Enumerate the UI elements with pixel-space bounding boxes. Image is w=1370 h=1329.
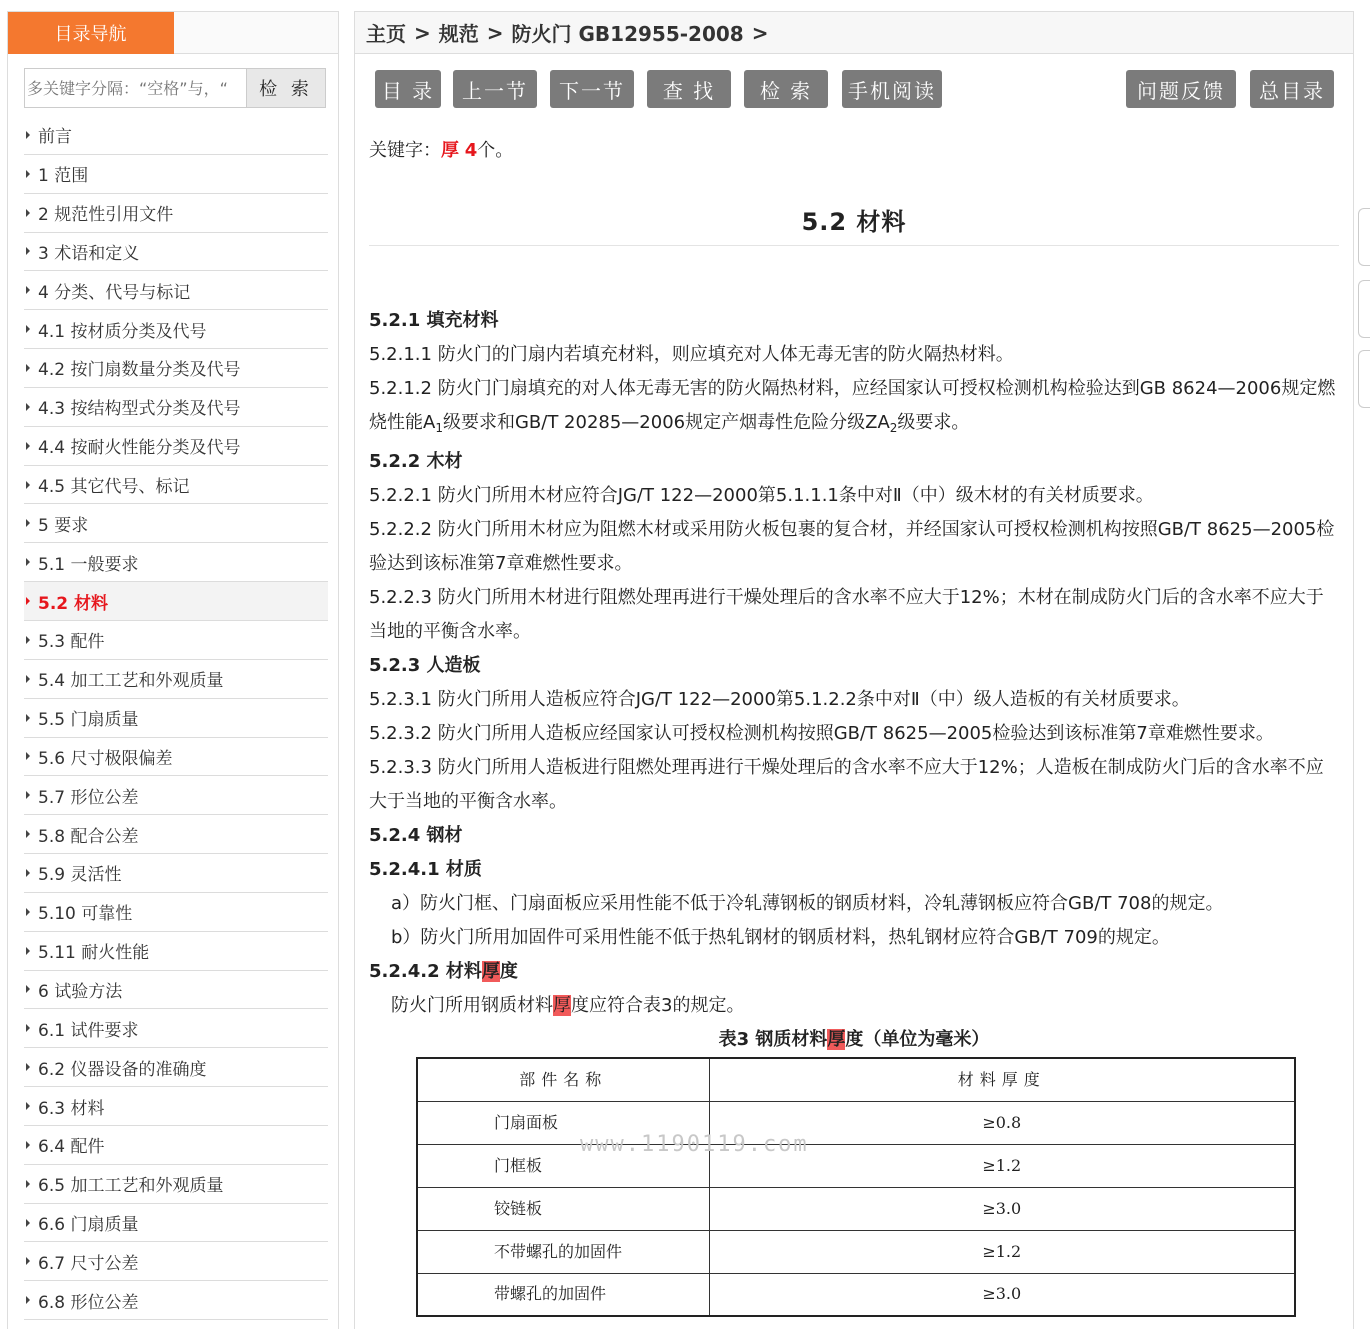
- sidebar-item-label: 6.8 形位公差: [38, 1292, 139, 1313]
- sidebar-item-label: 6.6 门扇质量: [38, 1215, 139, 1236]
- para-text: 5.2.1.2 防火门门扇填充的对人体无毒无害的防火隔热材料，应经国家认可授权检测机构检验达到GB 8624—2006规定燃烧性能A: [369, 378, 1336, 433]
- toc-button[interactable]: 目 录: [375, 70, 441, 108]
- caret-right-icon: [26, 675, 30, 683]
- caret-right-icon: [26, 636, 30, 644]
- master-toc-button[interactable]: 总目录: [1250, 70, 1334, 108]
- search-input[interactable]: [24, 68, 246, 108]
- table-title: [369, 1023, 1339, 1057]
- para-5-2-4-2: [369, 989, 1339, 1023]
- caret-right-icon: [26, 830, 30, 838]
- sidebar-item-label: 5.3 配件: [38, 632, 105, 653]
- mobile-read-button[interactable]: 手机阅读: [842, 70, 942, 108]
- para-5-2-3-1: 5.2.3.1 防火门所用人造板应符合JG/T 122—2000第5.1.2.2条中对Ⅱ（中）级人造板的有关材质要求。: [369, 689, 1190, 710]
- sidebar-item[interactable]: [24, 310, 328, 349]
- thickness-cell: ≥1.2: [709, 1144, 1295, 1187]
- sidebar-item[interactable]: [24, 582, 328, 621]
- sidebar-header: [8, 12, 338, 54]
- sidebar-item-label: 4.3 按结构型式分类及代号: [38, 399, 241, 420]
- sidebar-item[interactable]: [24, 815, 328, 854]
- thickness-cell: ≥3.0: [709, 1273, 1295, 1316]
- search-button[interactable]: 检 索: [246, 68, 326, 108]
- subscript: 2: [889, 421, 898, 435]
- sidebar: [7, 11, 339, 1329]
- sidebar-item[interactable]: [24, 1126, 328, 1165]
- sidebar-item-label: 5 要求: [38, 515, 89, 536]
- table-header-row: [417, 1058, 1295, 1101]
- sidebar-item-label: 5.9 灵活性: [38, 865, 122, 886]
- find-button[interactable]: 查 找: [647, 70, 731, 108]
- sidebar-item-label: 4.5 其它代号、标记: [38, 477, 190, 498]
- sidebar-item-label: 5.5 门扇质量: [38, 710, 139, 731]
- sidebar-item[interactable]: [24, 349, 328, 388]
- keyword-word: 厚: [441, 140, 459, 161]
- sidebar-item-label: 5.11 耐火性能: [38, 943, 150, 964]
- sidebar-item-label: 5.4 加工工艺和外观质量: [38, 671, 224, 692]
- caret-right-icon: [26, 791, 30, 799]
- sidebar-item-label: 5.6 尺寸极限偏差: [38, 748, 173, 769]
- keyword-highlight: 厚: [827, 1029, 846, 1050]
- sidebar-item-label: 4.1 按材质分类及代号: [38, 321, 207, 342]
- toolbar: [375, 70, 1339, 110]
- caret-right-icon: [26, 209, 30, 217]
- tab-directory-nav[interactable]: 目录导航: [7, 11, 174, 54]
- caret-right-icon: [26, 947, 30, 955]
- floating-side-tab[interactable]: [1358, 280, 1370, 338]
- sidebar-item[interactable]: [24, 233, 328, 272]
- floating-side-tab[interactable]: [1358, 208, 1370, 266]
- part-name-cell: 不带螺孔的加固件: [417, 1230, 709, 1273]
- subscript: 1: [435, 421, 443, 435]
- para-text: 防火门所用钢质材料: [391, 995, 553, 1016]
- sidebar-item-label: 6.5 加工工艺和外观质量: [38, 1176, 224, 1197]
- steel-thickness-table: [416, 1057, 1296, 1317]
- sidebar-item[interactable]: [24, 738, 328, 777]
- table-header-cell: 部件名称: [417, 1058, 709, 1101]
- caret-right-icon: [26, 869, 30, 877]
- sidebar-item-label: 1 范围: [38, 166, 89, 187]
- keyword-highlight: 厚: [553, 995, 571, 1016]
- table-row: [417, 1187, 1295, 1230]
- keyword-highlight: 厚: [481, 961, 500, 982]
- sidebar-item-label: 6.7 尺寸公差: [38, 1253, 139, 1274]
- feedback-button[interactable]: 问题反馈: [1126, 70, 1236, 108]
- sidebar-item[interactable]: [24, 660, 328, 699]
- keyword-count: 4: [464, 140, 478, 161]
- caret-right-icon: [26, 325, 30, 333]
- para-5-2-3-2: 5.2.3.2 防火门所用人造板应经国家认可授权检测机构按照GB/T 8625—2005检验达到该标准第7章难燃性要求。: [369, 723, 1274, 744]
- thickness-cell: ≥1.2: [709, 1230, 1295, 1273]
- keyword-summary: [369, 136, 513, 162]
- para-5-2-4-1-a: a）防火门框、门扇面板应采用性能不低于冷轧薄钢板的钢质材料，冷轧薄钢板应符合GB/T 708的规定。: [391, 893, 1224, 914]
- sidebar-item[interactable]: [24, 427, 328, 466]
- table-row: [417, 1101, 1295, 1144]
- caret-right-icon: [26, 985, 30, 993]
- sidebar-item[interactable]: [24, 1087, 328, 1126]
- heading-5-2-1: 5.2.1 填充材料: [369, 310, 499, 331]
- sidebar-item[interactable]: [24, 155, 328, 194]
- table-row: [417, 1144, 1295, 1187]
- sidebar-item-label: 4 分类、代号与标记: [38, 282, 191, 303]
- caret-right-icon: [26, 403, 30, 411]
- para-text: 级要求。: [897, 412, 970, 433]
- caret-right-icon: [26, 481, 30, 489]
- search-button-top[interactable]: 检 索: [744, 70, 828, 108]
- search-bar: [24, 68, 328, 108]
- sidebar-item[interactable]: [24, 504, 328, 543]
- sidebar-item-label: 5.1 一般要求: [38, 554, 139, 575]
- para-5-2-2-2: 5.2.2.2 防火门所用木材应为阻燃木材或采用防火板包裹的复合材，并经国家认可授权检测机构按照GB/T 8625—2005检验达到该标准第7章难燃性要求。: [369, 519, 1335, 574]
- sidebar-item-label: 5.10 可靠性: [38, 904, 133, 925]
- sidebar-item[interactable]: [24, 194, 328, 233]
- sidebar-item[interactable]: [24, 621, 328, 660]
- main-panel: [354, 11, 1354, 1329]
- para-text: 级要求和GB/T 20285—2006规定产烟毒性危险分级ZA: [442, 412, 890, 433]
- para-5-2-1-2: [369, 372, 1339, 445]
- breadcrumb-home[interactable]: 主页: [366, 22, 406, 46]
- para-5-2-2-1: 5.2.2.1 防火门所用木材应符合JG/T 122—2000第5.1.1.1条中对Ⅱ（中）级木材的有关材质要求。: [369, 485, 1154, 506]
- watermark: www.1190119.com: [580, 1132, 809, 1157]
- sidebar-item[interactable]: [24, 1281, 328, 1320]
- sidebar-item[interactable]: [24, 116, 328, 155]
- caret-right-icon: [26, 1102, 30, 1110]
- sidebar-item-label: 5.2 材料: [38, 593, 109, 614]
- heading-5-2-4: 5.2.4 钢材: [369, 825, 463, 846]
- para-5-2-2-3: 5.2.2.3 防火门所用木材进行阻燃处理再进行干燥处理后的含水率不应大于12%；木材在制成防火门后的含水率不应大于当地的平衡含水率。: [369, 587, 1324, 642]
- sidebar-item[interactable]: [24, 271, 328, 310]
- sidebar-item-label: 前言: [38, 127, 72, 148]
- sidebar-item-label: 6.3 材料: [38, 1098, 105, 1119]
- section-title: 5.2 材料: [369, 202, 1339, 246]
- section-content: [369, 304, 1339, 1317]
- caret-right-icon: [26, 1296, 30, 1304]
- sidebar-item[interactable]: [24, 971, 328, 1010]
- sidebar-item-label: 4.2 按门扇数量分类及代号: [38, 360, 241, 381]
- sidebar-item-label: 4.4 按耐火性能分类及代号: [38, 438, 241, 459]
- sidebar-item[interactable]: [24, 1242, 328, 1281]
- caret-right-icon: [26, 558, 30, 566]
- caret-right-icon: [26, 131, 30, 139]
- heading-5-2-4-2: [369, 955, 1339, 989]
- caret-right-icon: [26, 1141, 30, 1149]
- breadcrumb-separator: >: [414, 20, 431, 45]
- sidebar-item[interactable]: [24, 466, 328, 505]
- caret-right-icon: [26, 714, 30, 722]
- sidebar-item-label: 6.1 试件要求: [38, 1020, 139, 1041]
- sidebar-item[interactable]: [24, 893, 328, 932]
- caret-right-icon: [26, 752, 30, 760]
- caret-right-icon: [26, 247, 30, 255]
- sidebar-item[interactable]: [24, 543, 328, 582]
- prev-section-button[interactable]: 上一节: [453, 70, 537, 108]
- keyword-label: 关键字：: [369, 140, 441, 161]
- part-name-cell: 带螺孔的加固件: [417, 1273, 709, 1316]
- sidebar-item[interactable]: [24, 1009, 328, 1048]
- heading-text: 5.2.4.2 材料: [369, 961, 482, 982]
- thickness-cell: ≥3.0: [709, 1187, 1295, 1230]
- heading-5-2-2: 5.2.2 木材: [369, 451, 463, 472]
- breadcrumb-doc[interactable]: 防火门 GB12955-2008: [511, 22, 744, 46]
- breadcrumb: [355, 12, 1353, 54]
- para-5-2-1-1: 5.2.1.1 防火门的门扇内若填充材料，则应填充对人体无毒无害的防火隔热材料。: [369, 344, 1014, 365]
- caret-right-icon: [26, 364, 30, 372]
- caret-right-icon: [26, 442, 30, 450]
- para-5-2-3-3: 5.2.3.3 防火门所用人造板进行阻燃处理再进行干燥处理后的含水率不应大于12%；人造板在制成防火门后的含水率不应大于当地的平衡含水率。: [369, 757, 1324, 812]
- sidebar-item[interactable]: [24, 388, 328, 427]
- table-title-text: 表3 钢质材料: [718, 1029, 828, 1050]
- sidebar-item-label: 3 术语和定义: [38, 243, 140, 264]
- caret-right-icon: [26, 286, 30, 294]
- sidebar-item-label: 6.2 仪器设备的准确度: [38, 1059, 207, 1080]
- breadcrumb-spec[interactable]: 规范: [438, 22, 479, 46]
- heading-5-2-3: 5.2.3 人造板: [369, 655, 481, 676]
- sidebar-item[interactable]: [24, 1165, 328, 1204]
- sidebar-item-label: 5.8 配合公差: [38, 826, 139, 847]
- caret-right-icon: [26, 1219, 30, 1227]
- part-name-cell: 铰链板: [417, 1187, 709, 1230]
- table-row: [417, 1230, 1295, 1273]
- caret-right-icon: [26, 170, 30, 178]
- next-section-button[interactable]: 下一节: [550, 70, 634, 108]
- sidebar-item-label: 6.4 配件: [38, 1137, 105, 1158]
- caret-right-icon: [26, 1024, 30, 1032]
- sidebar-item[interactable]: [24, 776, 328, 815]
- caret-right-icon: [26, 1180, 30, 1188]
- sidebar-item[interactable]: [24, 1048, 328, 1087]
- breadcrumb-separator: >: [751, 20, 769, 45]
- floating-side-tab[interactable]: [1358, 350, 1370, 408]
- part-name-cell: 门框板: [417, 1144, 709, 1187]
- table-header-cell: 材料厚度: [709, 1058, 1295, 1101]
- para-5-2-4-1-b: b）防火门所用加固件可采用性能不低于热轧钢材的钢质材料，热轧钢材应符合GB/T 709的规定。: [391, 927, 1170, 948]
- sidebar-item[interactable]: [24, 854, 328, 893]
- toc-list: [24, 116, 328, 1320]
- heading-5-2-4-1: 5.2.4.1 材质: [369, 859, 482, 880]
- table-row: [417, 1273, 1295, 1316]
- table-body: [417, 1101, 1295, 1316]
- thickness-cell: ≥0.8: [709, 1101, 1295, 1144]
- caret-right-icon: [26, 519, 30, 527]
- sidebar-item[interactable]: [24, 1204, 328, 1243]
- heading-text: 度: [499, 961, 518, 982]
- sidebar-item-label: 2 规范性引用文件: [38, 205, 174, 226]
- caret-right-icon: [26, 1063, 30, 1071]
- sidebar-item-label: 6 试验方法: [38, 981, 123, 1002]
- table-title-text: 度（单位为毫米）: [845, 1029, 990, 1050]
- sidebar-item[interactable]: [24, 699, 328, 738]
- keyword-suffix: 个。: [477, 140, 514, 161]
- para-text: 度应符合表3的规定。: [571, 995, 745, 1016]
- sidebar-item-label: 5.7 形位公差: [38, 787, 139, 808]
- caret-right-icon: [26, 1257, 30, 1265]
- caret-right-icon: [26, 597, 30, 605]
- sidebar-item[interactable]: [24, 932, 328, 971]
- caret-right-icon: [26, 908, 30, 916]
- breadcrumb-separator: >: [486, 20, 504, 45]
- part-name-cell: 门扇面板: [417, 1101, 709, 1144]
